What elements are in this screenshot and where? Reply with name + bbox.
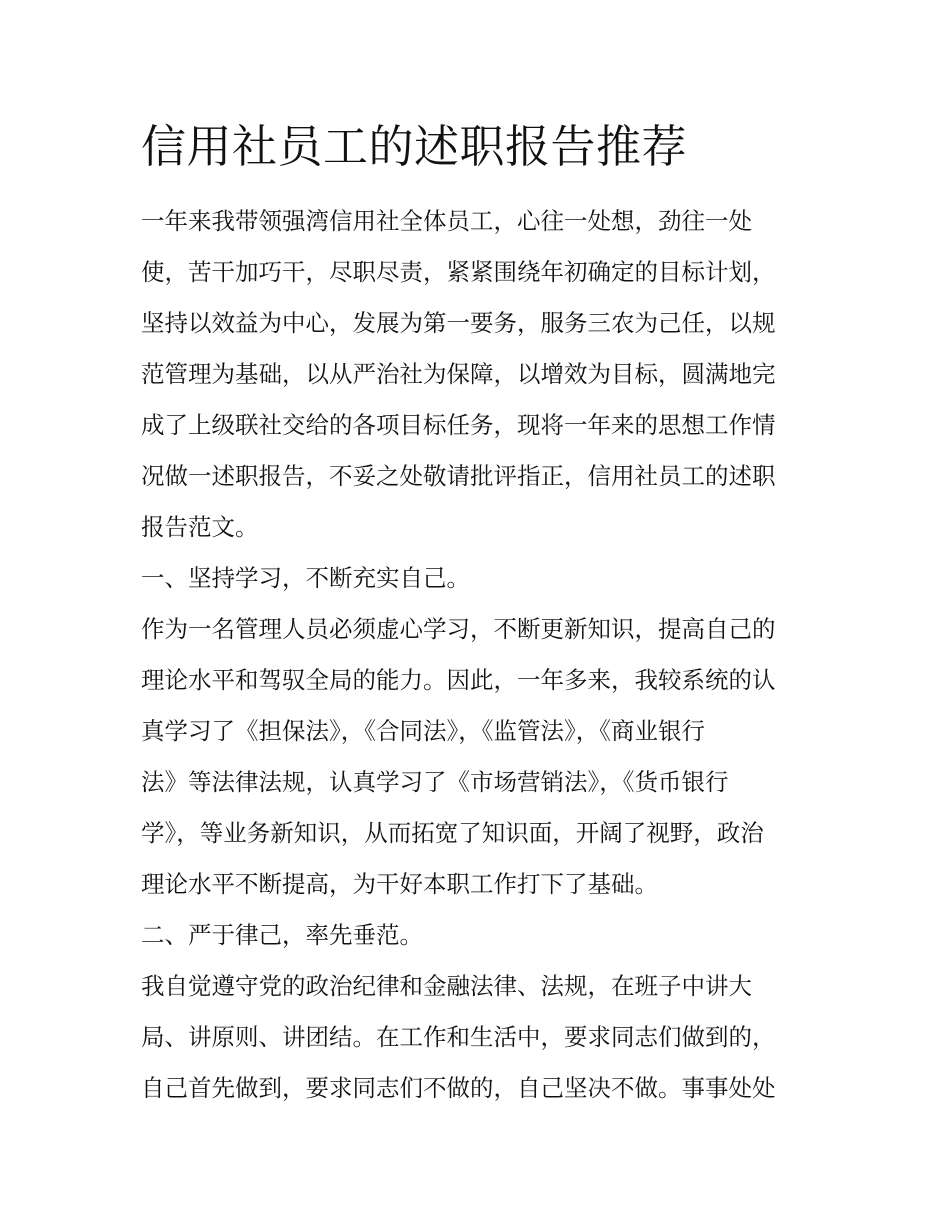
document-title: 信用社员工的述职报告推荐 (141, 120, 688, 173)
body-line: 范管理为基础，以从严治社为保障，以增效为目标，圆满地完 (141, 360, 776, 388)
body-line: 我自觉遵守党的政治纪律和金融法律、法规，在班子中讲大 (141, 972, 752, 1000)
body-line: 使，苦干加巧干，尽职尽责，紧紧围绕年初确定的目标计划， (141, 258, 776, 286)
body-line: 一年来我带领强湾信用社全体员工，心往一处想，劲往一处 (141, 207, 752, 235)
body-line: 法》等法律法规，认真学习了《市场营销法》，《货币银行 (141, 768, 729, 796)
body-line: 坚持以效益为中心，发展为第一要务，服务三农为己任，以规 (141, 309, 776, 337)
section-heading-2: 二、严于律己，率先垂范。 (141, 921, 423, 949)
body-line: 成了上级联社交给的各项目标任务，现将一年来的思想工作情 (141, 411, 776, 439)
body-line: 报告范文。 (141, 513, 259, 541)
body-line: 理论水平和驾驭全局的能力。因此，一年多来，我较系统的认 (141, 666, 776, 694)
body-line: 况做一述职报告，不妥之处敬请批评指正，信用社员工的述职 (141, 462, 776, 490)
section-heading-1: 一、坚持学习，不断充实自己。 (141, 564, 470, 592)
document-body (141, 196, 821, 1114)
body-line: 局、讲原则、讲团结。在工作和生活中，要求同志们做到的， (141, 1023, 776, 1051)
body-line: 学》，等业务新知识，从而拓宽了知识面，开阔了视野，政治 (141, 819, 764, 847)
body-line: 真学习了《担保法》，《合同法》，《监管法》，《商业银行 (141, 717, 705, 745)
body-line: 理论水平不断提高，为干好本职工作打下了基础。 (141, 870, 658, 898)
body-line: 作为一名管理人员必须虚心学习，不断更新知识，提高自己的 (141, 615, 776, 643)
body-line: 自己首先做到，要求同志们不做的，自己坚决不做。事事处处 (141, 1074, 776, 1102)
